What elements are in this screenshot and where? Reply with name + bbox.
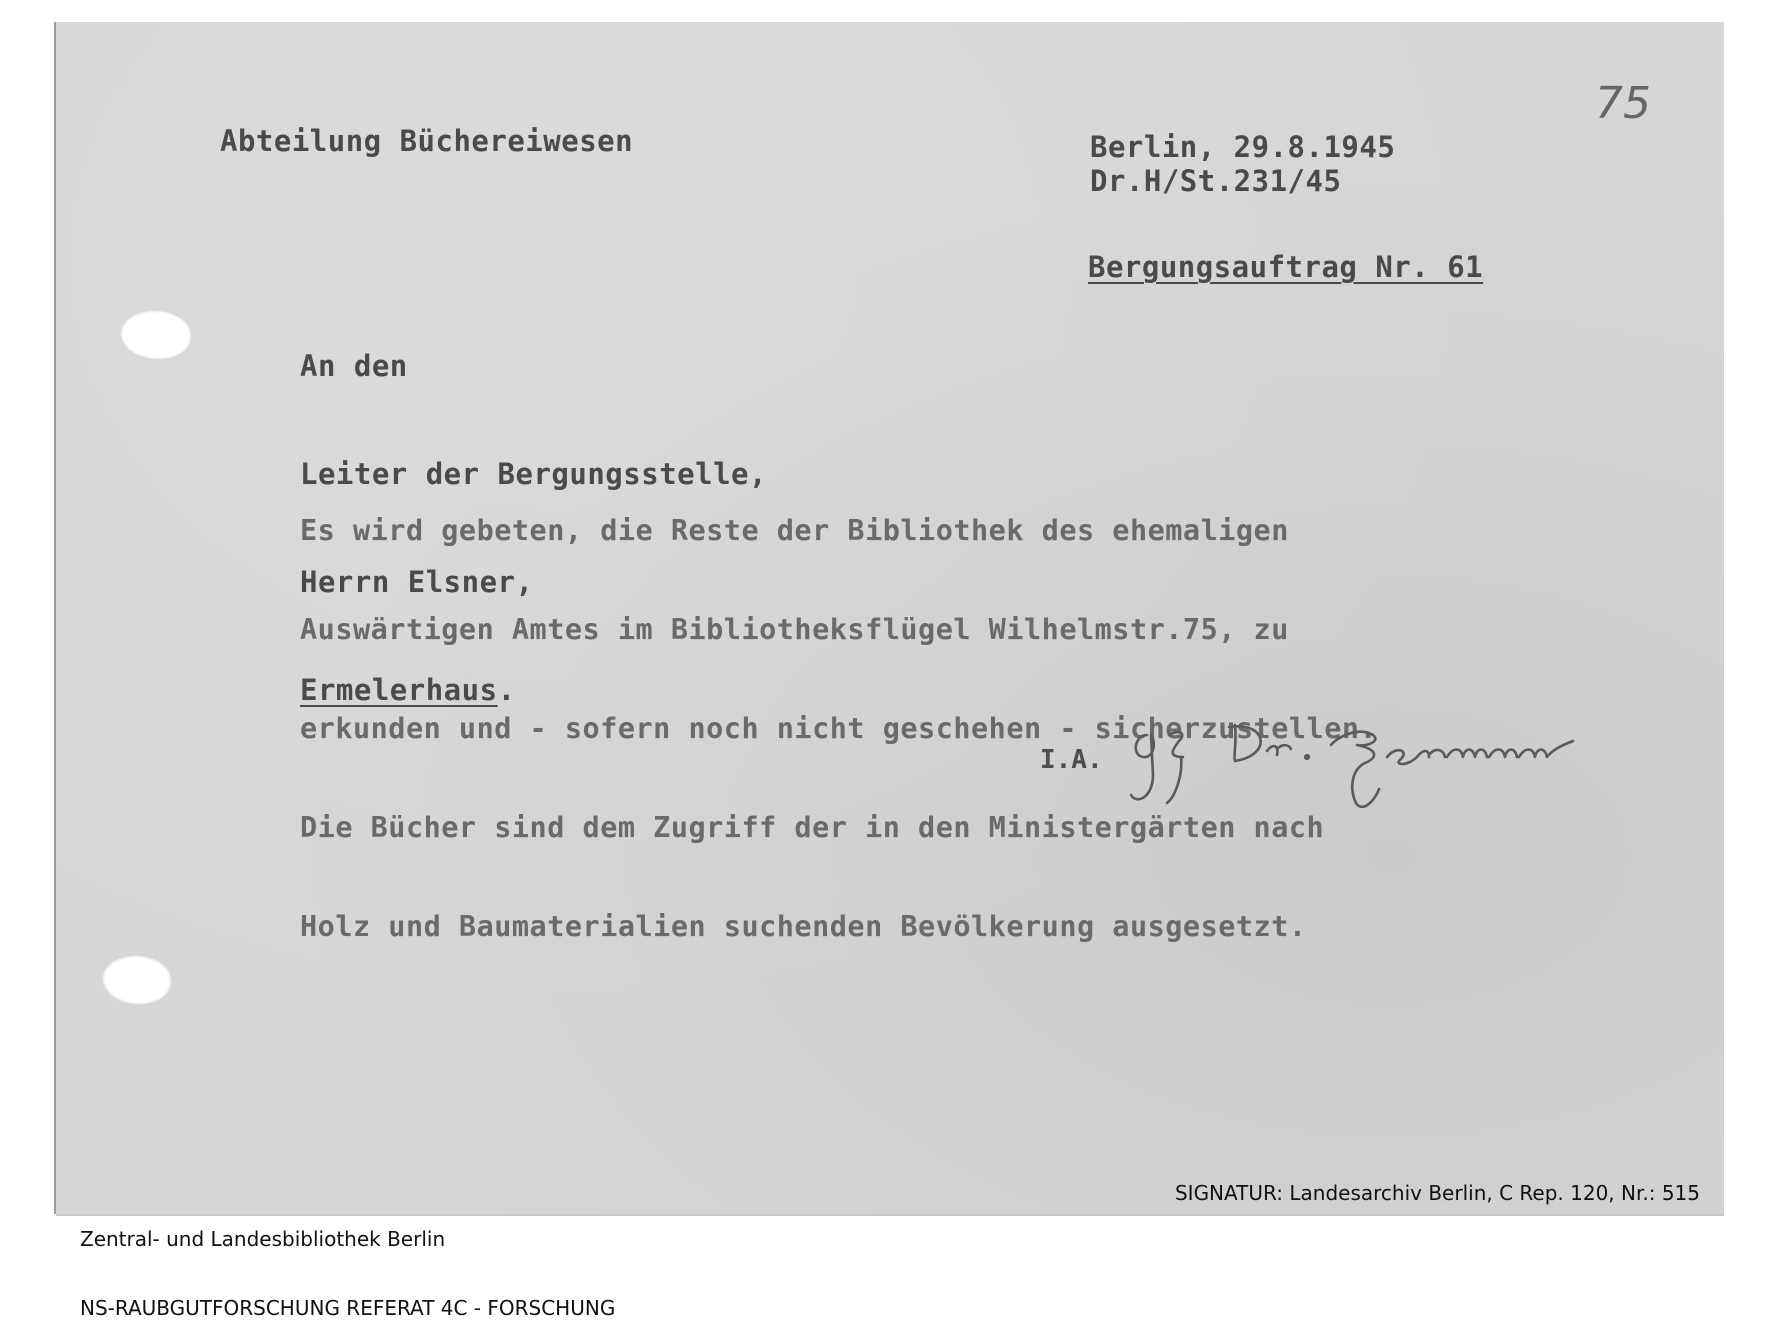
punch-hole-top	[120, 310, 192, 360]
punch-hole-bottom	[102, 955, 172, 1005]
body-line: Holz und Baumaterialien suchenden Bevölkerung ausgesetzt.	[300, 910, 1307, 943]
signature-prefix: I.A.	[1040, 745, 1103, 775]
recipient-location: Ermelerhaus	[300, 673, 498, 707]
body-line: erkunden und - sofern noch nicht geschehen - sicherzustellen.	[300, 712, 1378, 745]
signature-block	[1040, 705, 1657, 815]
footer-left	[80, 1182, 615, 1343]
recipient-line: Herrn Elsner,	[300, 565, 534, 599]
recipient-line: Leiter der Bergungsstelle,	[300, 457, 767, 491]
date-line: Berlin, 29.8.1945	[1090, 130, 1396, 164]
handwritten-signature	[1117, 705, 1657, 815]
order-title: Bergungsauftrag Nr. 61	[1088, 250, 1484, 284]
department-name: Abteilung Büchereiwesen	[220, 124, 634, 158]
body-line: Die Bücher sind dem Zugriff der in den Ministergärten nach	[300, 811, 1325, 844]
body-line: Auswärtigen Amtes im Bibliotheksflügel Wilhelmstr.75, zu	[300, 613, 1289, 646]
footer-signature: SIGNATUR: Landesarchiv Berlin, C Rep. 120, Nr.: 515	[1174, 1181, 1700, 1205]
recipient-punctuation: .	[497, 673, 516, 707]
page-number: 75	[1595, 78, 1651, 129]
reference-number: Dr.H/St.231/45	[1090, 164, 1342, 198]
footer-institution: Zentral- und Landesbibliothek Berlin	[80, 1227, 446, 1251]
footer-department: NS-RAUBGUTFORSCHUNG REFERAT 4C - FORSCHUNG	[80, 1296, 616, 1320]
body-line: Es wird gebeten, die Reste der Bibliothek des ehemaligen	[300, 514, 1289, 547]
recipient-line: An den	[300, 349, 408, 383]
